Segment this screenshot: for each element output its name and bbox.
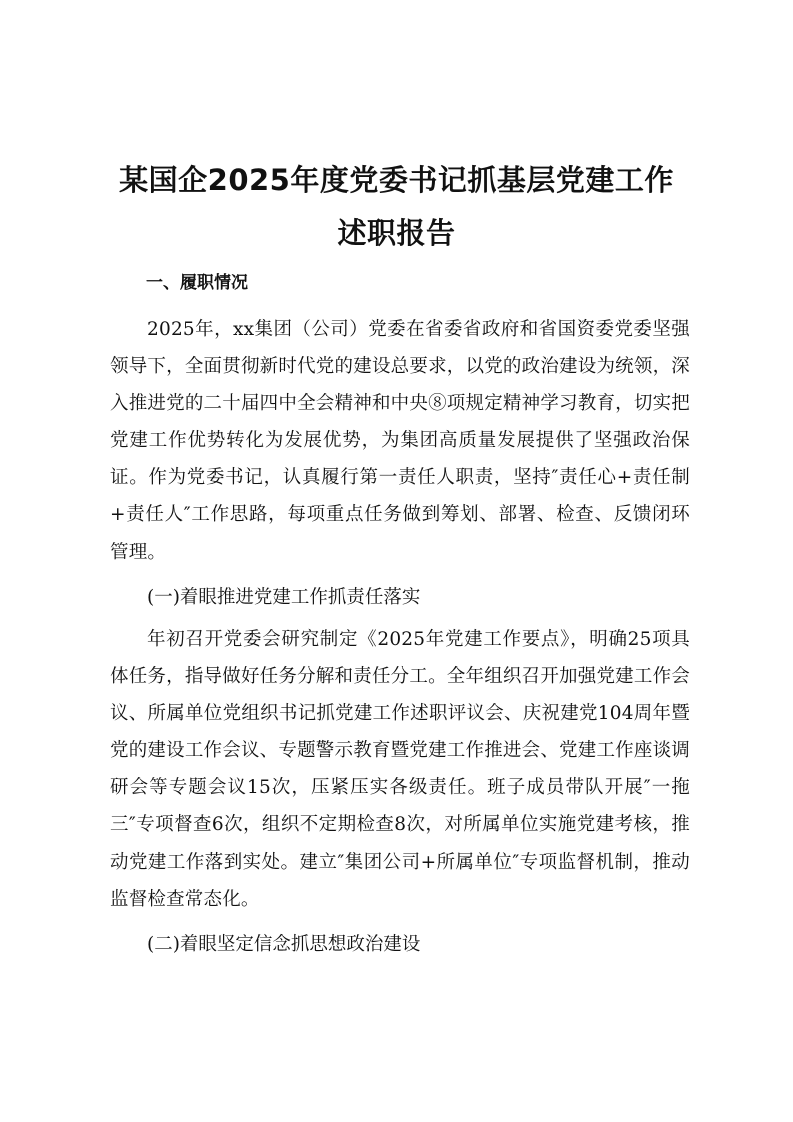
section-heading-performance: 一、履职情况 — [146, 273, 248, 293]
document-title-line-1: 某国企2025年度党委书记抓基层党建工作 — [119, 163, 674, 197]
subheading-responsibility: (一)着眼推进党建工作抓责任落实 — [147, 587, 421, 608]
document-title-line-2: 述职报告 — [337, 216, 456, 250]
subheading-ideological: (二)着眼坚定信念抓思想政治建设 — [147, 934, 421, 955]
paragraph-overview: 2025年，xx集团（公司）党委在省委省政府和省国资委党委坚强领导下，全面贯彻新时代党的建设总要求，以党的政治建设为统领，深入推进党的二十届四中全会精神和中央⑧项规定精神学习教育，切实把党建工作优势转化为发展优势，为集团高质量发展提供了坚强政治保证。作为党委书记，认真履行第一责任人职责，坚持″责任心+责任制+责任人″工作思路，每项重点任务做到筹划、部署、检查、反馈闭环管理。 — [110, 319, 690, 563]
paragraph-responsibility: 年初召开党委会研究制定《2025年党建工作要点》，明确25项具体任务，指导做好任务分解和责任分工。全年组织召开加强党建工作会议、所属单位党组织书记抓党建工作述职评议会、庆祝建党104周年暨党的建设工作会议、专题警示教育暨党建工作推进会、党建工作座谈调研会等专题会议15次，压紧压实各级责任。班子成员带队开展″一拖三″专项督查6次，组织不定期检查8次，对所属单位实施党建考核，推动党建工作落到实处。建立″集团公司+所属单位″专项监督机制，推动监督检查常态化。 — [110, 629, 690, 910]
